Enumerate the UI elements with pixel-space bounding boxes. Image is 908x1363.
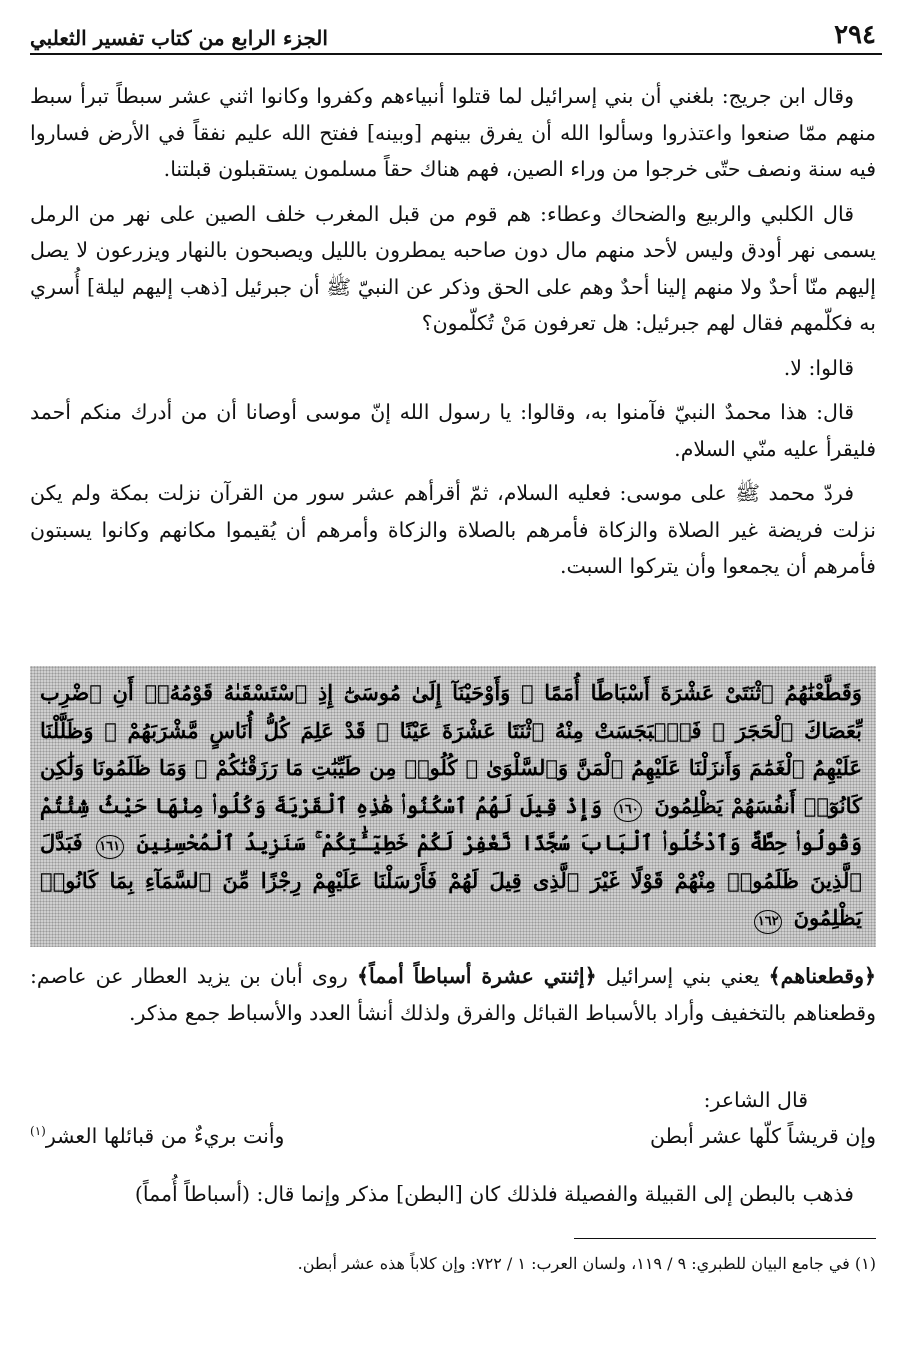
footnote: (١) في جامع البيان للطبري: ٩ / ١١٩، ولسان العرب: ١ / ٧٢٢: وإن كلاباً هذه عشر أبطن. <box>297 1254 876 1273</box>
page-number: ٢٩٤ <box>834 20 876 50</box>
ayah-number-162: ١٦٢ <box>754 910 782 934</box>
quran-verse-161-text: وَإِذْ قِيلَ لَهُمُ ٱسْكُنُوا۟ هَٰذِهِ ٱلْقَرْيَةَ وَكُلُوا۟ مِنْهَا حَيْثُ شِئْتُمْ وَقُولُوا۟ حِطَّةٌ وَٱدْخُلُوا۟ ٱلْبَابَ سُجَّدًا نَّغْفِرْ لَكُمْ خَطِيٓـَٰٔتِكُمْ ۚ سَنَزِيدُ ٱلْمُحْسِنِينَ <box>40 792 863 855</box>
quran-verse-160-text: وَقَطَّعْنَٰهُمُ ٱثْنَتَىْ عَشْرَةَ أَسْبَاطًا أُمَمًا ۚ وَأَوْحَيْنَآ إِلَىٰ مُوسَىٰٓ إِذِ ٱسْتَسْقَىٰهُ قَوْمُهُۥٓ أَنِ ٱضْرِب بِّعَصَاكَ ٱلْحَجَرَ ۖ فَٱنۢبَجَسَتْ مِنْهُ ٱثْنَتَا عَشْرَةَ عَيْنًا ۖ قَدْ عَلِمَ كُلُّ أُنَاسٍ مَّشْرَبَهُمْ ۚ وَظَلَّلْنَا عَلَيْهِمُ ٱلْغَمَٰمَ وَأَنزَلْنَا عَلَيْهِمُ ٱلْمَنَّ وَٱلسَّلْوَىٰ ۖ كُلُوا۟ مِن طَيِّبَٰتِ مَا رَزَقْنَٰكُمْ ۚ وَمَا ظَلَمُونَا وَلَٰكِن كَانُوٓا۟ أَنفُسَهُمْ يَظْلِمُونَ <box>40 680 863 818</box>
header-rule <box>30 53 882 55</box>
footnote-reference: (١) <box>30 1124 46 1139</box>
poem-first-hemistich: وإن قريشاً كلّها عشر أبطن <box>650 1124 876 1148</box>
ayah-number-160: ١٦٠ <box>614 798 642 822</box>
commentary-text-1: يعني بني إسرائيل <box>596 964 769 988</box>
quran-verse-162-text: فَبَدَّلَ ٱلَّذِينَ ظَلَمُوا۟ مِنْهُمْ قَوْلًا غَيْرَ ٱلَّذِى قِيلَ لَهُمْ فَأَرْسَلْنَا عَلَيْهِمْ رِجْزًا مِّنَ ٱلسَّمَآءِ بِمَا كَانُوا۟ يَظْلِمُونَ <box>40 830 863 930</box>
paragraph-ibn-jurayj: وقال ابن جريج: بلغني أن بني إسرائيل لما قتلوا أنبياءهم وكفروا وكانوا اثني عشر سبطاً تبرأ سبط منهم ممّا صنعوا واعتذروا وسألوا الله أن يفرق بينهم [وبينه] ففتح الله عليم نفقاً في الأرض فساروا فيه سنة ونصف حتّى خرجوا من وراء الصين، فهم هناك حقاً مسلمون يستقبلون قبلتنا. <box>30 84 876 181</box>
ayah-number-161: ١٦١ <box>96 835 124 859</box>
quoted-word-qattanahum: ﴿وقطعناهم﴾ <box>768 964 876 988</box>
paragraph-kalbi: قال الكلبي والربيع والضحاك وعطاء: هم قوم من قبل المغرب خلف الصين على نهر من الرمل يسمى نهر أودق وليس لأحد منهم مال دون صاحبه يمطرون بالليل ويصبحون بالنهار ويزرعون لا يصل إليهم منّا أحدٌ ولا منهم إلينا أحدٌ وهم على الحق وذكر عن النبيّ ﷺ أن جبرئيل [ذهب إليهم ليلة] أُسري به فكلّمهم فقال لهم جبرئيل: هل تعرفون مَنْ تُكلّمون؟ <box>30 201 876 335</box>
commentary-block <box>30 958 876 1031</box>
paragraph-qalu: قالوا: لا. <box>783 355 854 380</box>
closing-paragraph: فذهب بالبطن إلى القبيلة والفصيلة فلذلك كان [البطن] مذكر وإنما قال: (أسباطاً أُمماً) <box>134 1182 854 1206</box>
quran-verse-box <box>30 666 876 947</box>
quoted-phrase-asbat: ﴿إثنتي عشرة أسباطاً أمماً﴾ <box>356 964 597 988</box>
paragraph-radd: فردّ محمد ﷺ على موسى: فعليه السلام، ثمّ أقرأهم عشر سور من القرآن نزلت بمكة ولم يكن نزلت فريضة غير الصلاة والزكاة فأمرهم بالصلاة والزكاة وأمرهم أن يُقيموا مكانهم وكانوا يسبتون فأمرهم أن يجمعوا وأن يتركوا السبت. <box>30 481 876 578</box>
commentary-paragraph <box>30 958 876 1031</box>
poem-second-hemistich: وأنت بريءٌ من قبائلها العشر <box>45 1124 285 1148</box>
paragraph-qal: قال: هذا محمدٌ النبيّ فآمنوا به، وقالوا: يا رسول الله إنّ موسى أوصانا أن من أدرك منكم أحمد فليقرأ عليه منّي السلام. <box>30 400 876 461</box>
poem-second-hemistich-wrap <box>30 1124 284 1164</box>
poet-label: قال الشاعر: <box>703 1088 808 1112</box>
running-title: الجزء الرابع من كتاب تفسير الثعلبي <box>30 26 328 50</box>
page-header <box>30 16 876 50</box>
footnote-rule <box>574 1238 876 1239</box>
poem-verse <box>30 1124 876 1164</box>
body-text-top <box>30 78 876 585</box>
commentary-text-2: روى أبان بن يزيد العطار عن عاصم: وقطعناهم بالتخفيف وأراد بالأسباط القبائل والفرق ولذلك أنشأ العدد والأسباط جمع مذكر. <box>30 964 876 1025</box>
